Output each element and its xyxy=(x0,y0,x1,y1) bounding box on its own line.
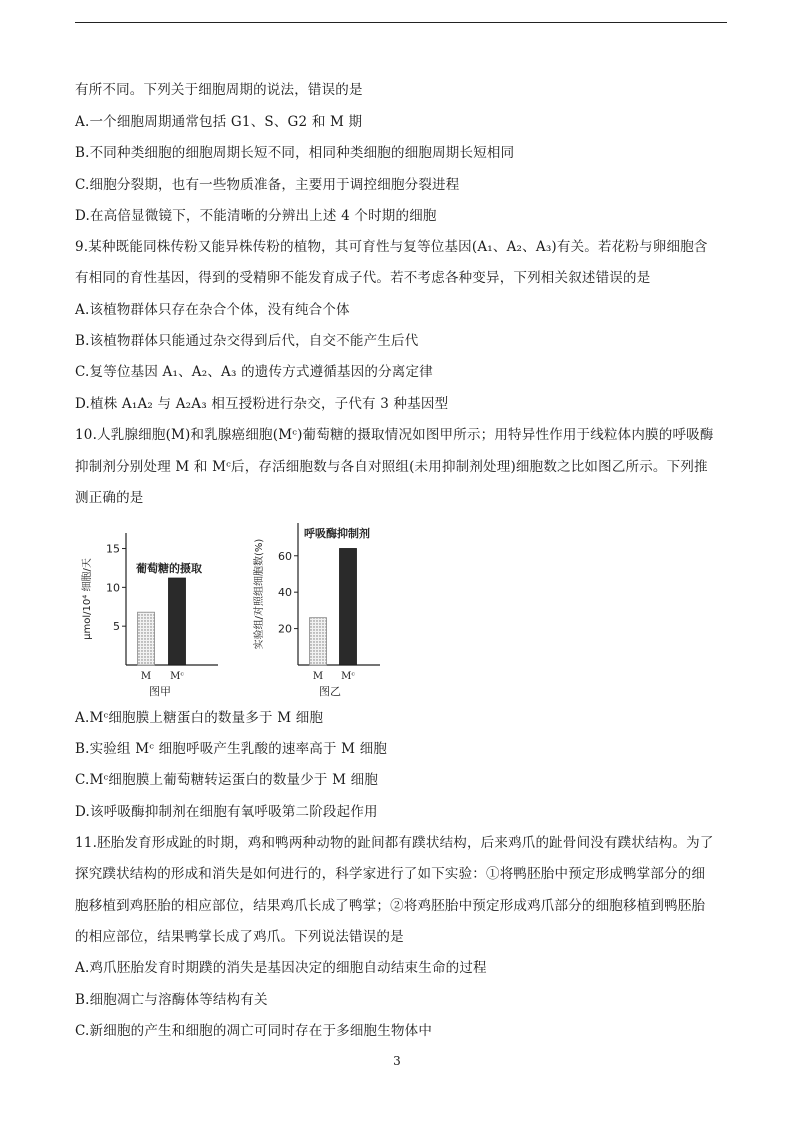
question-11-stem: 11.胚胎发育形成趾的时期，鸡和鸭两种动物的趾间都有蹼状结构，后来鸡爪的趾骨间没有蹼状结构。为了 xyxy=(75,835,714,851)
question-10-stem-cont: 测正确的是 xyxy=(75,490,144,506)
header-rule xyxy=(75,22,727,23)
bar-M xyxy=(138,612,155,665)
option-b: B.细胞凋亡与溶酶体等结构有关 xyxy=(75,992,268,1008)
x-tick-label: Mᶜ xyxy=(170,671,184,682)
chart-yi xyxy=(250,515,400,705)
y-axis-label: 实验组/对照组细胞数(%) xyxy=(254,538,265,650)
y-tick-label: 60 xyxy=(278,549,292,563)
chart-title: 葡萄糖的摄取 xyxy=(136,562,202,575)
option-b: B.实验组 Mᶜ 细胞呼吸产生乳酸的速率高于 M 细胞 xyxy=(75,741,388,757)
chart-jia xyxy=(78,515,243,705)
question-9-stem: 9.某种既能同株传粉又能异株传粉的植物，其可育性与复等位基因(A₁、A₂、A₃)有关。若花粉与卵细胞含 xyxy=(75,239,708,255)
y-tick-label: 40 xyxy=(278,586,292,600)
option-c: C.新细胞的产生和细胞的凋亡可同时存在于多细胞生物体中 xyxy=(75,1023,433,1039)
option-b: B.该植物群体只能通过杂交得到后代，自交不能产生后代 xyxy=(75,333,419,349)
bar-Mᶜ xyxy=(340,548,357,665)
option-d: D.在高倍显微镜下，不能清晰的分辨出上述 4 个时期的细胞 xyxy=(75,208,437,224)
y-axis-label: μmol/10⁴ 细胞/天 xyxy=(82,558,93,640)
option-a: A.一个细胞周期通常包括 G1、S、G2 和 M 期 xyxy=(75,114,363,130)
x-tick-label: M xyxy=(312,671,324,682)
option-c: C.Mᶜ细胞膜上葡萄糖转运蛋白的数量少于 M 细胞 xyxy=(75,772,379,788)
question-10-stem: 10.人乳腺细胞(M)和乳腺癌细胞(Mᶜ)葡萄糖的摄取情况如图甲所示；用特异性作用于线粒体内膜的呼吸酶 xyxy=(75,427,714,443)
page-number: 3 xyxy=(393,1054,401,1068)
question-10-stem-cont: 抑制剂分别处理 M 和 Mᶜ后，存活细胞数与各自对照组(未用抑制剂处理)细胞数之比如图乙所示。下列推 xyxy=(75,459,708,475)
option-b: B.不同种类细胞的细胞周期长短不同，相同种类细胞的细胞周期长短相同 xyxy=(75,145,515,161)
option-c: C.细胞分裂期，也有一些物质准备，主要用于调控细胞分裂进程 xyxy=(75,177,460,193)
option-c: C.复等位基因 A₁、A₂、A₃ 的遗传方式遵循基因的分离定律 xyxy=(75,364,433,380)
question-11-stem-cont: 的相应部位，结果鸭掌长成了鸡爪。下列说法错误的是 xyxy=(75,929,404,945)
y-tick-label: 20 xyxy=(278,622,292,636)
text-line: 有所不同。下列关于细胞周期的说法，错误的是 xyxy=(75,82,363,98)
figure-caption: 图甲 xyxy=(149,685,171,698)
chart-title: 呼吸酶抑制剂 xyxy=(304,527,370,540)
bar-Mᶜ xyxy=(169,578,186,665)
option-a: A.该植物群体只存在杂合个体，没有纯合个体 xyxy=(75,302,350,318)
option-d: D.植株 A₁A₂ 与 A₂A₃ 相互授粉进行杂交，子代有 3 种基因型 xyxy=(75,396,449,412)
y-tick-label: 15 xyxy=(106,542,120,556)
question-9-stem-cont: 有相同的育性基因，得到的受精卵不能发育成子代。若不考虑各种变异，下列相关叙述错误的是 xyxy=(75,270,651,286)
option-d: D.该呼吸酶抑制剂在细胞有氧呼吸第二阶段起作用 xyxy=(75,804,378,820)
y-tick-label: 5 xyxy=(113,620,120,634)
y-tick-label: 10 xyxy=(106,581,120,595)
figure-jia xyxy=(78,515,243,705)
question-11-stem-cont: 探究蹼状结构的形成和消失是如何进行的，科学家进行了如下实验：①将鸭胚胎中预定形成鸭掌部分的细 xyxy=(75,866,706,882)
bar-M xyxy=(310,618,327,665)
figure-caption: 图乙 xyxy=(319,685,341,698)
option-a: A.Mᶜ细胞膜上糖蛋白的数量多于 M 细胞 xyxy=(75,710,324,726)
x-tick-label: Mᶜ xyxy=(341,671,355,682)
figure-yi xyxy=(250,515,400,705)
question-11-stem-cont: 胞移植到鸡胚胎的相应部位，结果鸡爪长成了鸭掌；②将鸡胚胎中预定形成鸡爪部分的细胞移植到鸭胚胎 xyxy=(75,898,706,914)
x-tick-label: M xyxy=(140,671,152,682)
option-a: A.鸡爪胚胎发育时期蹼的消失是基因决定的细胞自动结束生命的过程 xyxy=(75,960,487,976)
